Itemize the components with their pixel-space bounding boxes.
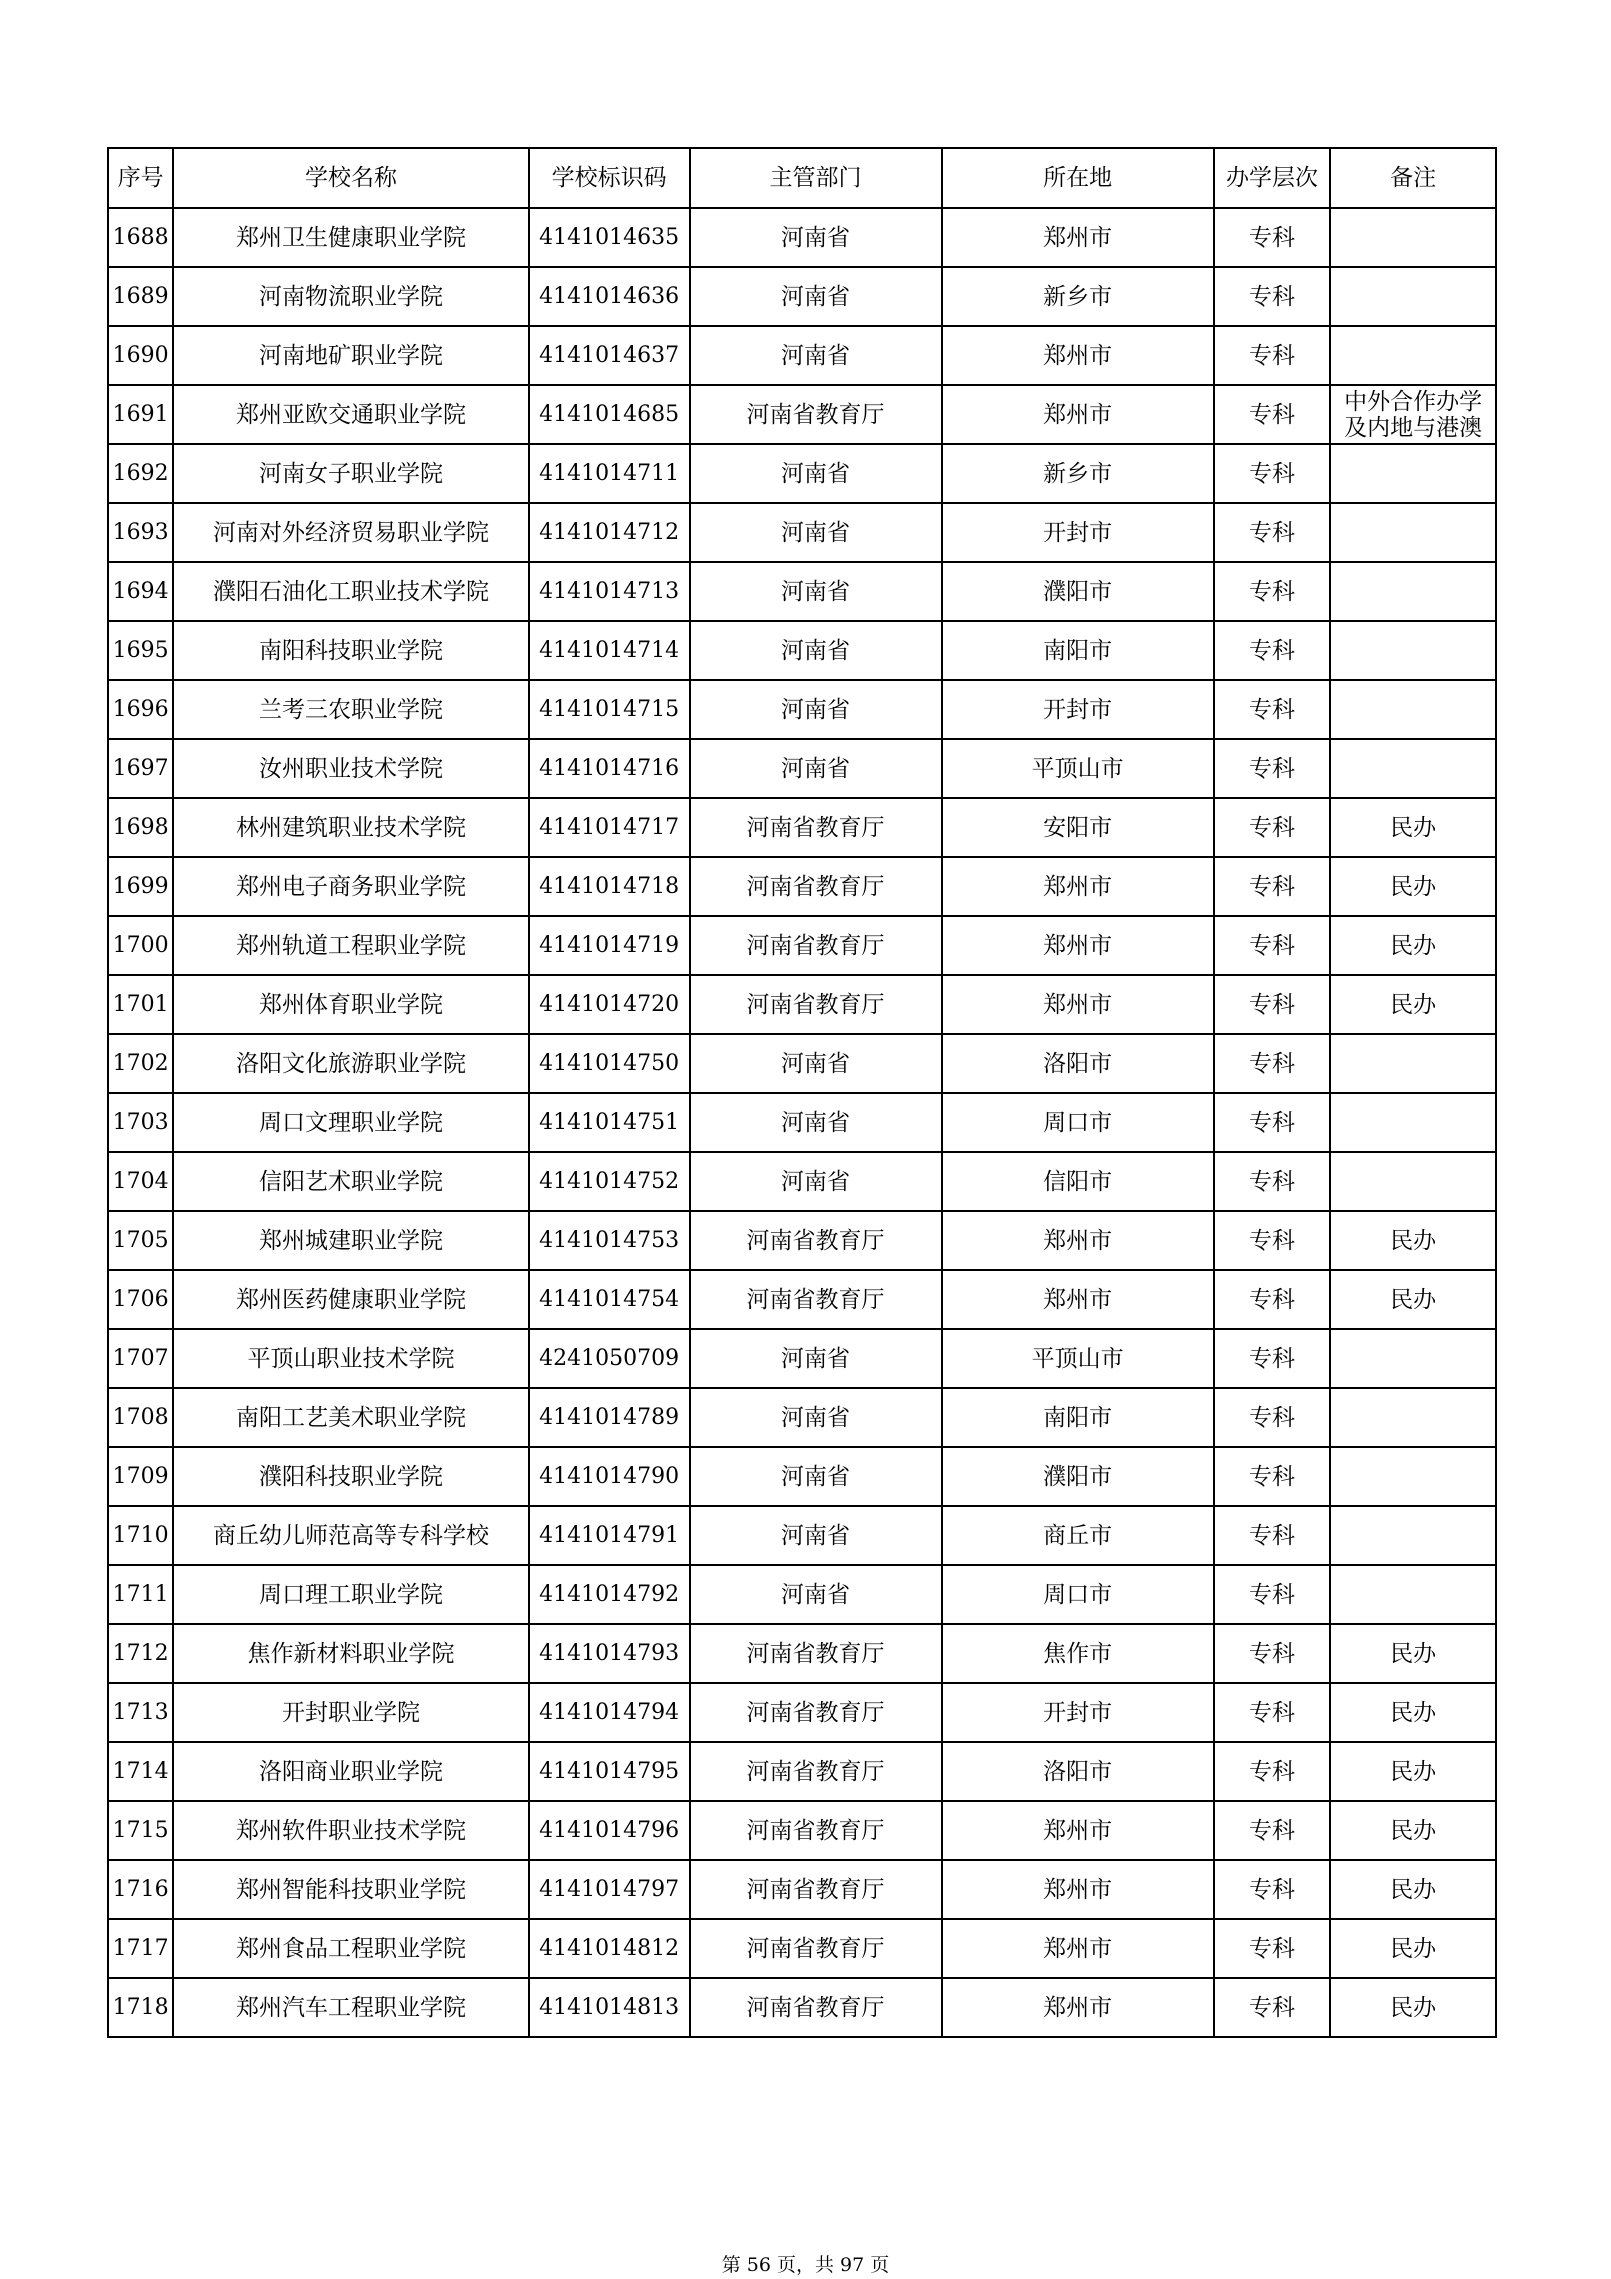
cell-location: 周口市 (942, 1565, 1214, 1624)
cell-school-code: 4141014635 (529, 208, 690, 267)
cell-location: 濮阳市 (942, 1447, 1214, 1506)
cell-school-name: 郑州体育职业学院 (173, 975, 529, 1034)
cell-school-code: 4141014685 (529, 385, 690, 444)
table-body (108, 208, 1496, 2037)
cell-location: 郑州市 (942, 1801, 1214, 1860)
cell-school-code: 4141014636 (529, 267, 690, 326)
cell-school-name: 郑州医药健康职业学院 (173, 1270, 529, 1329)
cell-school-name: 南阳科技职业学院 (173, 621, 529, 680)
cell-school-name: 河南女子职业学院 (173, 444, 529, 503)
cell-level: 专科 (1214, 1801, 1331, 1860)
cell-note (1330, 1565, 1496, 1624)
cell-note: 民办 (1330, 1742, 1496, 1801)
table-row (108, 1329, 1496, 1388)
cell-department: 河南省 (690, 562, 942, 621)
cell-idx: 1698 (108, 798, 173, 857)
cell-level: 专科 (1214, 857, 1331, 916)
cell-idx: 1695 (108, 621, 173, 680)
cell-location: 新乡市 (942, 444, 1214, 503)
table-row (108, 385, 1496, 444)
table-row (108, 326, 1496, 385)
cell-location: 平顶山市 (942, 1329, 1214, 1388)
cell-location: 开封市 (942, 680, 1214, 739)
cell-school-code: 4141014789 (529, 1388, 690, 1447)
table-row (108, 798, 1496, 857)
table-row (108, 1742, 1496, 1801)
cell-level: 专科 (1214, 1093, 1331, 1152)
cell-idx: 1718 (108, 1978, 173, 2037)
cell-level: 专科 (1214, 739, 1331, 798)
cell-idx: 1711 (108, 1565, 173, 1624)
table-row (108, 1565, 1496, 1624)
cell-department: 河南省教育厅 (690, 1860, 942, 1919)
cell-school-name: 郑州汽车工程职业学院 (173, 1978, 529, 2037)
cell-school-code: 4141014796 (529, 1801, 690, 1860)
cell-level: 专科 (1214, 1978, 1331, 2037)
table-row (108, 1919, 1496, 1978)
cell-location: 平顶山市 (942, 739, 1214, 798)
cell-level: 专科 (1214, 1329, 1331, 1388)
cell-department: 河南省 (690, 1034, 942, 1093)
cell-idx: 1693 (108, 503, 173, 562)
cell-school-code: 4141014751 (529, 1093, 690, 1152)
cell-school-name: 洛阳文化旅游职业学院 (173, 1034, 529, 1093)
table-row (108, 1624, 1496, 1683)
table-row (108, 680, 1496, 739)
cell-idx: 1697 (108, 739, 173, 798)
cell-department: 河南省教育厅 (690, 1978, 942, 2037)
cell-school-name: 平顶山职业技术学院 (173, 1329, 529, 1388)
cell-level: 专科 (1214, 1447, 1331, 1506)
table-row (108, 621, 1496, 680)
cell-note (1330, 1506, 1496, 1565)
cell-level: 专科 (1214, 208, 1331, 267)
header-dept: 主管部门 (690, 148, 942, 208)
cell-location: 郑州市 (942, 916, 1214, 975)
cell-school-name: 周口理工职业学院 (173, 1565, 529, 1624)
cell-note (1330, 326, 1496, 385)
cell-level: 专科 (1214, 1683, 1331, 1742)
cell-school-name: 郑州亚欧交通职业学院 (173, 385, 529, 444)
table-row (108, 1447, 1496, 1506)
cell-note (1330, 680, 1496, 739)
cell-idx: 1690 (108, 326, 173, 385)
cell-idx: 1702 (108, 1034, 173, 1093)
header-level: 办学层次 (1214, 148, 1331, 208)
cell-location: 南阳市 (942, 621, 1214, 680)
cell-idx: 1705 (108, 1211, 173, 1270)
cell-school-name: 郑州智能科技职业学院 (173, 1860, 529, 1919)
cell-department: 河南省 (690, 1093, 942, 1152)
table-row (108, 857, 1496, 916)
cell-idx: 1715 (108, 1801, 173, 1860)
cell-school-name: 郑州软件职业技术学院 (173, 1801, 529, 1860)
cell-location: 周口市 (942, 1093, 1214, 1152)
table-row (108, 444, 1496, 503)
cell-school-name: 濮阳石油化工职业技术学院 (173, 562, 529, 621)
cell-school-code: 4141014753 (529, 1211, 690, 1270)
cell-note: 民办 (1330, 1978, 1496, 2037)
cell-school-name: 汝州职业技术学院 (173, 739, 529, 798)
header-name: 学校名称 (173, 148, 529, 208)
cell-idx: 1714 (108, 1742, 173, 1801)
table-row (108, 1860, 1496, 1919)
cell-idx: 1706 (108, 1270, 173, 1329)
cell-note (1330, 503, 1496, 562)
table-row (108, 916, 1496, 975)
cell-location: 郑州市 (942, 857, 1214, 916)
cell-idx: 1713 (108, 1683, 173, 1742)
cell-level: 专科 (1214, 267, 1331, 326)
cell-school-code: 4141014793 (529, 1624, 690, 1683)
cell-note: 民办 (1330, 798, 1496, 857)
cell-level: 专科 (1214, 1211, 1331, 1270)
cell-school-name: 信阳艺术职业学院 (173, 1152, 529, 1211)
cell-idx: 1689 (108, 267, 173, 326)
cell-department: 河南省教育厅 (690, 857, 942, 916)
cell-location: 安阳市 (942, 798, 1214, 857)
cell-school-name: 周口文理职业学院 (173, 1093, 529, 1152)
cell-location: 郑州市 (942, 385, 1214, 444)
cell-note: 民办 (1330, 1860, 1496, 1919)
cell-school-name: 林州建筑职业技术学院 (173, 798, 529, 857)
cell-school-code: 4141014795 (529, 1742, 690, 1801)
cell-note (1330, 739, 1496, 798)
cell-level: 专科 (1214, 1388, 1331, 1447)
cell-level: 专科 (1214, 1860, 1331, 1919)
table-header-row (108, 148, 1496, 208)
cell-department: 河南省教育厅 (690, 1919, 942, 1978)
cell-department: 河南省 (690, 267, 942, 326)
cell-school-name: 焦作新材料职业学院 (173, 1624, 529, 1683)
header-code: 学校标识码 (529, 148, 690, 208)
table-row (108, 1506, 1496, 1565)
cell-department: 河南省教育厅 (690, 916, 942, 975)
cell-school-code: 4141014716 (529, 739, 690, 798)
cell-note (1330, 1329, 1496, 1388)
cell-school-code: 4141014712 (529, 503, 690, 562)
cell-level: 专科 (1214, 798, 1331, 857)
cell-note (1330, 1152, 1496, 1211)
cell-department: 河南省教育厅 (690, 1211, 942, 1270)
cell-school-code: 4141014713 (529, 562, 690, 621)
cell-level: 专科 (1214, 444, 1331, 503)
table-row (108, 1270, 1496, 1329)
cell-idx: 1717 (108, 1919, 173, 1978)
cell-note (1330, 208, 1496, 267)
cell-note: 民办 (1330, 916, 1496, 975)
cell-location: 南阳市 (942, 1388, 1214, 1447)
cell-department: 河南省 (690, 503, 942, 562)
cell-location: 郑州市 (942, 1211, 1214, 1270)
cell-note (1330, 267, 1496, 326)
cell-location: 郑州市 (942, 1978, 1214, 2037)
cell-location: 焦作市 (942, 1624, 1214, 1683)
cell-school-code: 4141014792 (529, 1565, 690, 1624)
table-row (108, 1152, 1496, 1211)
cell-note: 民办 (1330, 1919, 1496, 1978)
cell-school-name: 郑州食品工程职业学院 (173, 1919, 529, 1978)
cell-level: 专科 (1214, 1034, 1331, 1093)
cell-department: 河南省 (690, 1388, 942, 1447)
cell-location: 郑州市 (942, 1860, 1214, 1919)
cell-location: 信阳市 (942, 1152, 1214, 1211)
cell-department: 河南省教育厅 (690, 1742, 942, 1801)
cell-note: 民办 (1330, 857, 1496, 916)
cell-idx: 1707 (108, 1329, 173, 1388)
cell-note (1330, 1034, 1496, 1093)
cell-idx: 1712 (108, 1624, 173, 1683)
cell-level: 专科 (1214, 1565, 1331, 1624)
table-row (108, 1211, 1496, 1270)
cell-department: 河南省教育厅 (690, 1624, 942, 1683)
cell-idx: 1699 (108, 857, 173, 916)
cell-school-name: 兰考三农职业学院 (173, 680, 529, 739)
cell-school-code: 4141014714 (529, 621, 690, 680)
cell-idx: 1710 (108, 1506, 173, 1565)
cell-department: 河南省教育厅 (690, 798, 942, 857)
cell-school-name: 河南地矿职业学院 (173, 326, 529, 385)
cell-location: 洛阳市 (942, 1742, 1214, 1801)
cell-school-code: 4141014794 (529, 1683, 690, 1742)
cell-location: 开封市 (942, 1683, 1214, 1742)
cell-department: 河南省教育厅 (690, 1270, 942, 1329)
cell-department: 河南省 (690, 739, 942, 798)
cell-department: 河南省 (690, 1506, 942, 1565)
cell-location: 郑州市 (942, 208, 1214, 267)
cell-idx: 1708 (108, 1388, 173, 1447)
cell-department: 河南省教育厅 (690, 975, 942, 1034)
cell-school-code: 4141014720 (529, 975, 690, 1034)
cell-school-name: 濮阳科技职业学院 (173, 1447, 529, 1506)
cell-level: 专科 (1214, 916, 1331, 975)
page-footer: 第 56 页，共 97 页 (721, 2254, 890, 2276)
cell-level: 专科 (1214, 1152, 1331, 1211)
cell-school-code: 4141014813 (529, 1978, 690, 2037)
cell-idx: 1703 (108, 1093, 173, 1152)
cell-school-code: 4141014790 (529, 1447, 690, 1506)
table-row (108, 1683, 1496, 1742)
table-row (108, 975, 1496, 1034)
cell-note (1330, 1093, 1496, 1152)
cell-department: 河南省 (690, 1152, 942, 1211)
table-row (108, 267, 1496, 326)
cell-idx: 1716 (108, 1860, 173, 1919)
cell-location: 濮阳市 (942, 562, 1214, 621)
cell-school-code: 4141014637 (529, 326, 690, 385)
cell-note (1330, 562, 1496, 621)
cell-department: 河南省 (690, 621, 942, 680)
cell-school-code: 4141014791 (529, 1506, 690, 1565)
cell-school-code: 4141014750 (529, 1034, 690, 1093)
cell-location: 洛阳市 (942, 1034, 1214, 1093)
cell-level: 专科 (1214, 326, 1331, 385)
cell-note: 中外合作办学及内地与港澳 (1330, 385, 1496, 444)
school-list-table (107, 147, 1497, 2038)
cell-idx: 1692 (108, 444, 173, 503)
cell-school-code: 4141014719 (529, 916, 690, 975)
cell-note (1330, 1388, 1496, 1447)
cell-department: 河南省 (690, 680, 942, 739)
cell-level: 专科 (1214, 1742, 1331, 1801)
cell-school-code: 4141014754 (529, 1270, 690, 1329)
cell-level: 专科 (1214, 385, 1331, 444)
cell-school-name: 南阳工艺美术职业学院 (173, 1388, 529, 1447)
cell-level: 专科 (1214, 503, 1331, 562)
table-row (108, 503, 1496, 562)
cell-department: 河南省教育厅 (690, 1801, 942, 1860)
table-row (108, 1978, 1496, 2037)
cell-school-code: 4141014711 (529, 444, 690, 503)
cell-note (1330, 621, 1496, 680)
cell-school-code: 4141014812 (529, 1919, 690, 1978)
cell-department: 河南省 (690, 326, 942, 385)
cell-location: 郑州市 (942, 326, 1214, 385)
cell-note (1330, 444, 1496, 503)
cell-note: 民办 (1330, 1801, 1496, 1860)
cell-department: 河南省 (690, 1565, 942, 1624)
table-row (108, 1034, 1496, 1093)
cell-school-name: 郑州卫生健康职业学院 (173, 208, 529, 267)
cell-level: 专科 (1214, 975, 1331, 1034)
cell-location: 新乡市 (942, 267, 1214, 326)
header-location: 所在地 (942, 148, 1214, 208)
cell-department: 河南省 (690, 1447, 942, 1506)
cell-note (1330, 1447, 1496, 1506)
cell-level: 专科 (1214, 1270, 1331, 1329)
cell-level: 专科 (1214, 680, 1331, 739)
cell-school-code: 4141014797 (529, 1860, 690, 1919)
table-row (108, 1093, 1496, 1152)
cell-department: 河南省教育厅 (690, 385, 942, 444)
table-row (108, 1388, 1496, 1447)
cell-note: 民办 (1330, 1683, 1496, 1742)
cell-school-name: 河南物流职业学院 (173, 267, 529, 326)
table-row (108, 739, 1496, 798)
table-row (108, 562, 1496, 621)
cell-school-name: 河南对外经济贸易职业学院 (173, 503, 529, 562)
cell-department: 河南省 (690, 208, 942, 267)
cell-level: 专科 (1214, 1919, 1331, 1978)
cell-department: 河南省教育厅 (690, 1683, 942, 1742)
cell-note: 民办 (1330, 1211, 1496, 1270)
cell-location: 开封市 (942, 503, 1214, 562)
cell-idx: 1694 (108, 562, 173, 621)
cell-idx: 1709 (108, 1447, 173, 1506)
cell-level: 专科 (1214, 621, 1331, 680)
cell-idx: 1700 (108, 916, 173, 975)
cell-school-code: 4141014715 (529, 680, 690, 739)
cell-department: 河南省 (690, 444, 942, 503)
cell-school-code: 4241050709 (529, 1329, 690, 1388)
cell-idx: 1691 (108, 385, 173, 444)
table-row (108, 208, 1496, 267)
cell-school-name: 郑州轨道工程职业学院 (173, 916, 529, 975)
header-note: 备注 (1330, 148, 1496, 208)
cell-school-name: 商丘幼儿师范高等专科学校 (173, 1506, 529, 1565)
cell-school-code: 4141014718 (529, 857, 690, 916)
cell-idx: 1696 (108, 680, 173, 739)
cell-school-name: 洛阳商业职业学院 (173, 1742, 529, 1801)
cell-level: 专科 (1214, 1506, 1331, 1565)
cell-idx: 1688 (108, 208, 173, 267)
cell-location: 郑州市 (942, 1270, 1214, 1329)
header-idx: 序号 (108, 148, 173, 208)
cell-level: 专科 (1214, 1624, 1331, 1683)
cell-level: 专科 (1214, 562, 1331, 621)
cell-school-name: 郑州电子商务职业学院 (173, 857, 529, 916)
cell-idx: 1701 (108, 975, 173, 1034)
cell-note: 民办 (1330, 1270, 1496, 1329)
cell-note: 民办 (1330, 1624, 1496, 1683)
cell-note: 民办 (1330, 975, 1496, 1034)
cell-idx: 1704 (108, 1152, 173, 1211)
cell-department: 河南省 (690, 1329, 942, 1388)
cell-school-code: 4141014717 (529, 798, 690, 857)
cell-location: 郑州市 (942, 975, 1214, 1034)
cell-location: 郑州市 (942, 1919, 1214, 1978)
cell-location: 商丘市 (942, 1506, 1214, 1565)
cell-school-name: 开封职业学院 (173, 1683, 529, 1742)
cell-school-name: 郑州城建职业学院 (173, 1211, 529, 1270)
cell-school-code: 4141014752 (529, 1152, 690, 1211)
table-row (108, 1801, 1496, 1860)
